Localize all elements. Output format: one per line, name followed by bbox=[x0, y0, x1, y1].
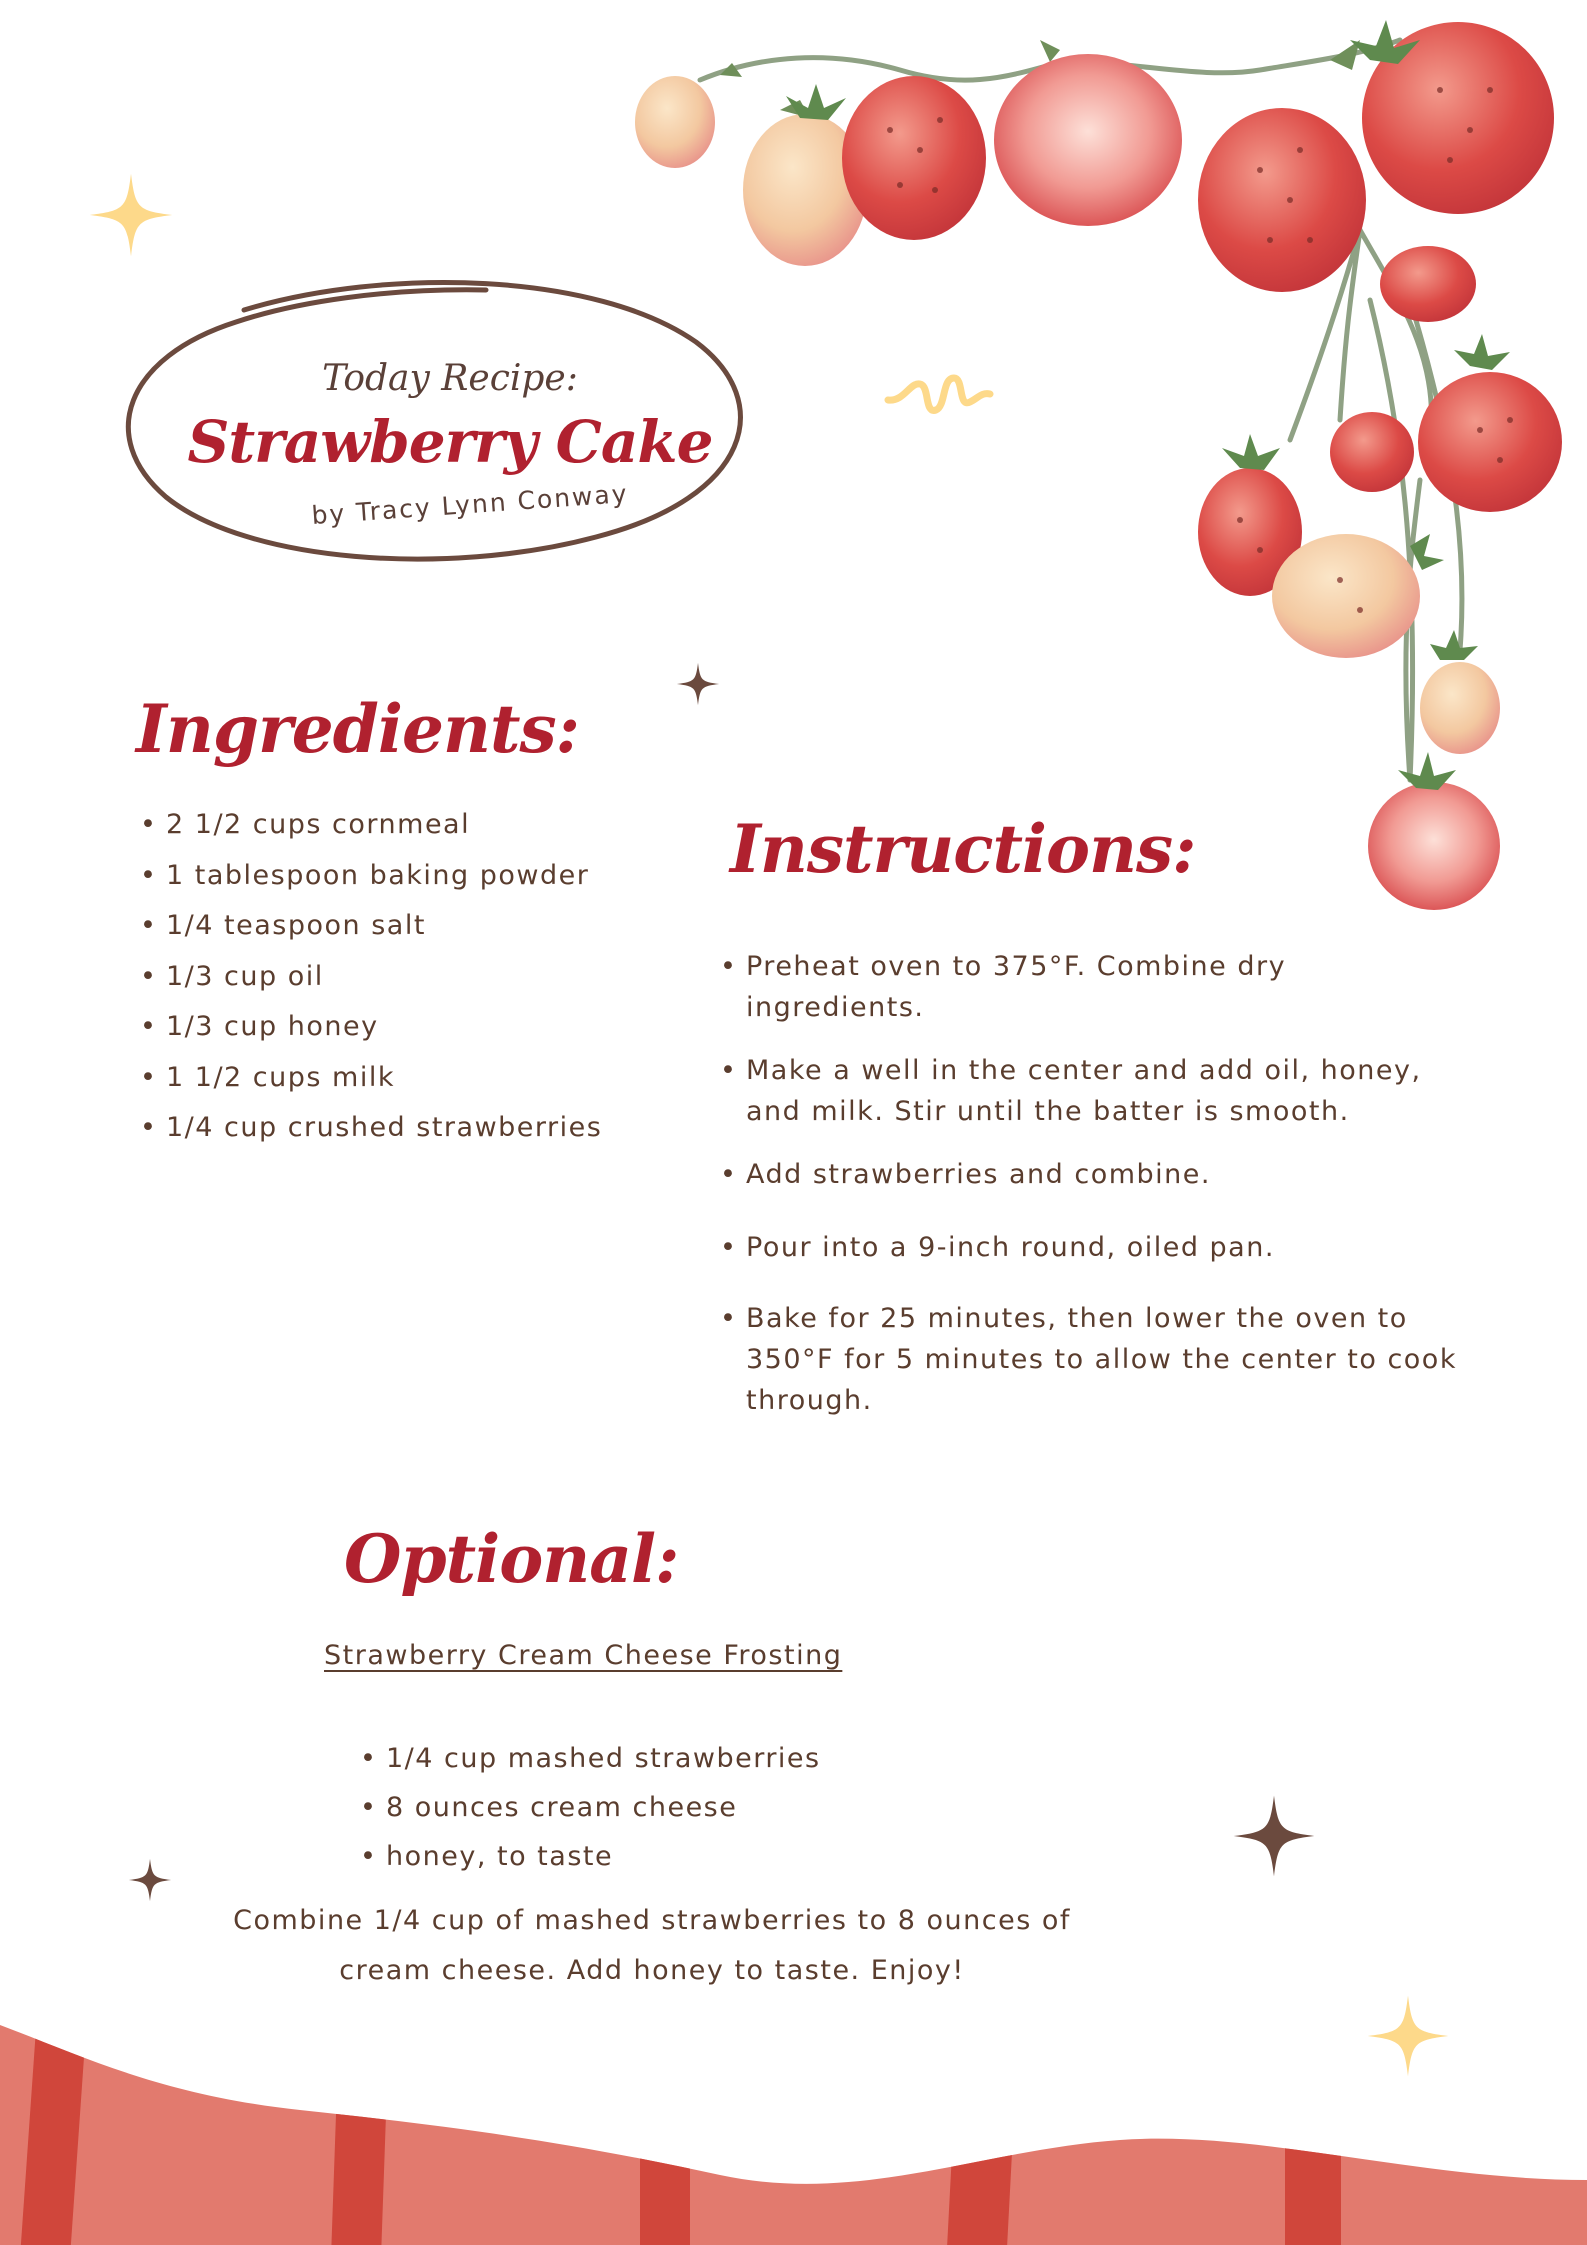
ingredient-item: • 1/3 cup oil bbox=[138, 957, 698, 998]
recipe-kicker: Today Recipe: bbox=[322, 358, 578, 399]
instructions-heading: Instructions: bbox=[730, 810, 1196, 888]
recipe-byline: by Tracy Lynn Conway bbox=[310, 478, 630, 531]
frosting-item: • 8 ounces cream cheese bbox=[358, 1783, 918, 1832]
instruction-step: • Make a well in the center and add oil, honey, and milk. Stir until the batter is smooth. bbox=[718, 1050, 1478, 1132]
optional-heading: Optional: bbox=[344, 1520, 679, 1598]
ingredient-item: • 1/3 cup honey bbox=[138, 1007, 698, 1048]
instruction-step: • Pour into a 9-inch round, oiled pan. bbox=[718, 1227, 1478, 1268]
frosting-subheading: Strawberry Cream Cheese Frosting bbox=[324, 1640, 843, 1671]
bottom-wave-band bbox=[0, 2000, 1587, 2245]
ingredient-item: • 1 1/2 cups milk bbox=[138, 1058, 698, 1099]
sparkle-star-icon bbox=[128, 1858, 172, 1902]
instructions-list bbox=[718, 946, 1478, 1421]
ingredients-list bbox=[138, 805, 698, 1159]
frosting-item: • 1/4 cup mashed strawberries bbox=[358, 1734, 918, 1783]
ingredient-item: • 1/4 cup crushed strawberries bbox=[138, 1108, 698, 1149]
frosting-note: Combine 1/4 cup of mashed strawberries to 8 ounces of cream cheese. Add honey to taste. Enjoy! bbox=[233, 1905, 1071, 1986]
ingredient-item: • 1/4 teaspoon salt bbox=[138, 906, 698, 947]
sparkle-star-icon bbox=[88, 172, 174, 258]
instruction-step: • Add strawberries and combine. bbox=[718, 1154, 1478, 1195]
ingredient-item: • 1 tablespoon baking powder bbox=[138, 856, 698, 897]
ingredient-item: • 2 1/2 cups cornmeal bbox=[138, 805, 698, 846]
sparkle-star-icon bbox=[1232, 1794, 1316, 1878]
recipe-title: Strawberry Cake bbox=[187, 408, 713, 476]
frosting-list bbox=[358, 1734, 918, 1881]
ingredients-heading: Ingredients: bbox=[136, 690, 579, 768]
instruction-step: • Bake for 25 minutes, then lower the oven to 350°F for 5 minutes to allow the center to cook through. bbox=[718, 1298, 1478, 1421]
frosting-item: • honey, to taste bbox=[358, 1832, 918, 1881]
instruction-step: • Preheat oven to 375°F. Combine dry ingredients. bbox=[718, 946, 1326, 1028]
